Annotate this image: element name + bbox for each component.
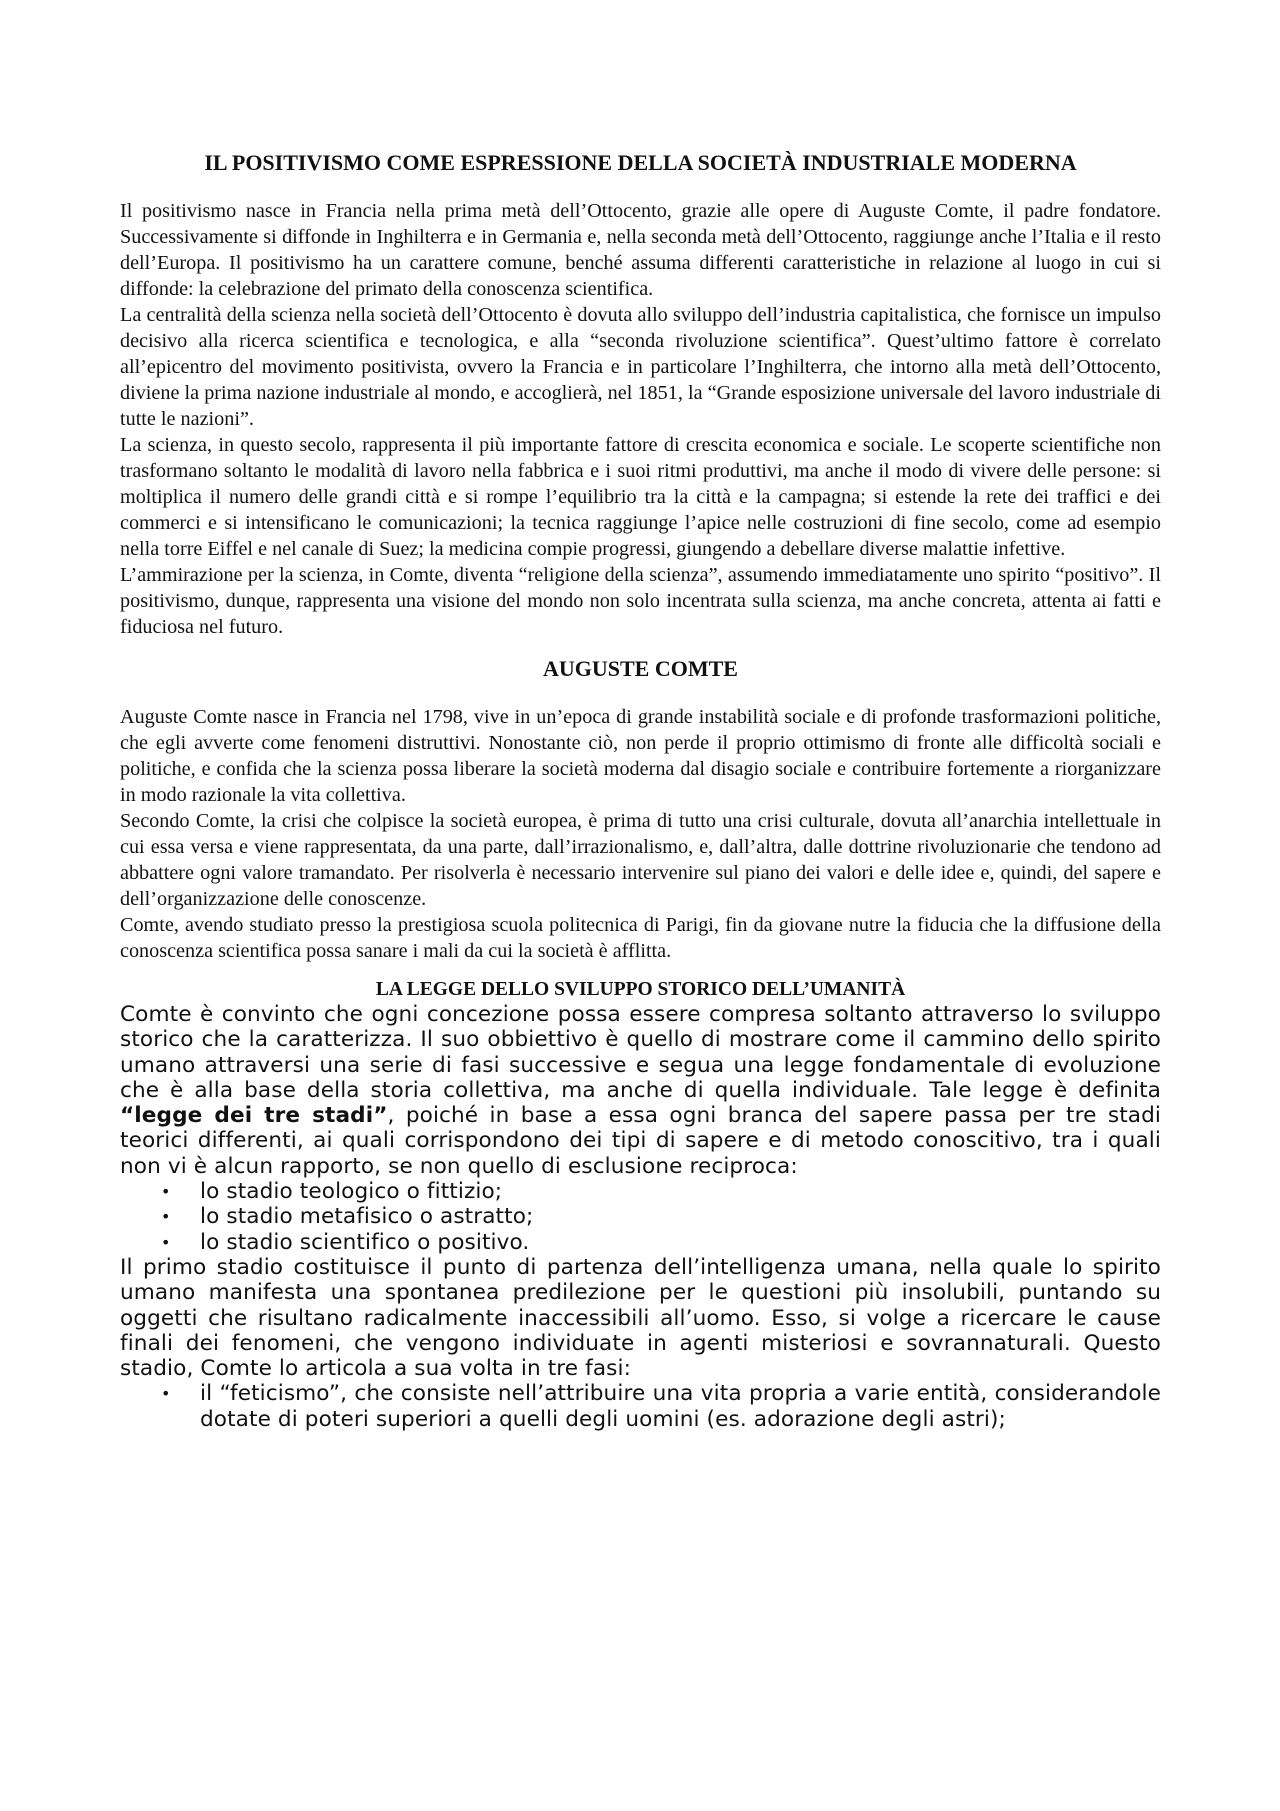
list-item [120, 1179, 1161, 1204]
bullet-icon: • [161, 1182, 171, 1202]
legge-paragraph-1-start: Comte è convinto che ogni concezione possa essere compresa soltanto attraverso lo sviluppo storico che la caratterizza. Il suo obbiettivo è quello di mostrare come il cammino dello spirito umano attraversi una serie di fasi successive e segua una legge fondamentale di evoluzione che è alla base della storia collettiva, ma anche di quella individuale. Tale legge è definita [120, 1002, 1161, 1103]
bullet-icon: • [161, 1232, 171, 1252]
list-item [120, 1204, 1161, 1229]
stage-text: lo stadio scientifico o positivo. [200, 1229, 530, 1255]
phases-list [120, 1381, 1161, 1432]
intro-paragraph-3: La scienza, in questo secolo, rappresenta il più importante fattore di crescita economica e sociale. Le scoperte scientifiche non trasformano soltanto le modalità di lavoro nella fabbrica e i suoi ritmi produttivi, ma anche il modo di vivere delle persone: si moltiplica il numero delle grandi città e si rompe l’equilibrio tra la città e la campagna; si estende la rete dei traffici e dei commerci e si intensificano le comunicazioni; la tecnica raggiunge l’apice nelle costruzioni di fine secolo, come ad esempio nella torre Eiffel e nel canale di Suez; la medicina compie progressi, giungendo a debellare diverse malattie infettive. [120, 434, 1161, 560]
legge-section [120, 1002, 1161, 1432]
intro-section [120, 198, 1161, 640]
bullet-icon: • [161, 1207, 171, 1227]
intro-paragraph-2: La centralità della scienza nella società dell’Ottocento è dovuta allo sviluppo dell’industria capitalistica, che fornisce un impulso decisivo alla ricerca scientifica e tecnologica, e alla “seconda rivoluzione scientifica”. Quest’ultimo fattore è correlato all’epicentro del movimento positivista, ovvero la Francia e in particolare l’Inghilterra, che intorno alla metà dell’Ottocento, diviene la prima nazione industriale al mondo, e accoglierà, nel 1851, la “Grande esposizione universale del lavoro industriale di tutte le nazioni”. [120, 304, 1161, 430]
stages-list [120, 1179, 1161, 1255]
intro-paragraph-1: Il positivismo nasce in Francia nella prima metà dell’Ottocento, grazie alle opere di Auguste Comte, il padre fondatore. Successivamente si diffonde in Inghilterra e in Germania e, nella seconda metà dell’Ottocento, raggiunge anche l’Italia e il resto dell’Europa. Il positivismo ha un carattere comune, benché assuma differenti caratteristiche in relazione al luogo in cui si diffonde: la celebrazione del primato della conoscenza scientifica. [120, 200, 1161, 300]
stage-text: lo stadio teologico o fittizio; [200, 1179, 503, 1205]
phase-text: il “feticismo”, che consiste nell’attribuire una vita propria a varie entità, considerandole dotate di poteri superiori a quelli degli uomini (es. adorazione degli astri); [200, 1381, 1161, 1432]
section-heading-legge: LA LEGGE DELLO SVILUPPO STORICO DELL’UMANITÀ [375, 979, 906, 1000]
section-heading-comte: AUGUSTE COMTE [543, 656, 738, 681]
comte-paragraph-3: Comte, avendo studiato presso la prestigiosa scuola politecnica di Parigi, fin da giovane nutre la fiducia che la diffusione della conoscenza scientifica possa sanare i mali da cui la società è afflitta. [120, 914, 1161, 962]
intro-paragraph-4: L’ammirazione per la scienza, in Comte, diventa “religione della scienza”, assumendo immediatamente uno spirito “positivo”. Il positivismo, dunque, rappresenta una visione del mondo non solo incentrata sulla scienza, ma anche concreta, attenta ai fatti e fiduciosa nel futuro. [120, 564, 1161, 638]
document-title: IL POSITIVISMO COME ESPRESSIONE DELLA SOCIETÀ INDUSTRIALE MODERNA [204, 150, 1077, 175]
list-item [120, 1381, 1161, 1432]
document-page [120, 150, 1161, 1432]
comte-paragraph-1: Auguste Comte nasce in Francia nel 1798, vive in un’epoca di grande instabilità sociale e di profonde trasformazioni politiche, che egli avverte come fenomeni distruttivi. Nonostante ciò, non perde il proprio ottimismo di fronte alle difficoltà sociali e politiche, e confida che la scienza possa liberare la società moderna dal disagio sociale e contribuire fortemente a riorganizzare in modo razionale la vita collettiva. [120, 706, 1161, 806]
list-item [120, 1230, 1161, 1255]
legge-tre-stadi-term: “legge dei tre stadi” [120, 1103, 388, 1129]
comte-paragraph-2: Secondo Comte, la crisi che colpisce la società europea, è prima di tutto una crisi culturale, dovuta all’anarchia intellettuale in cui essa versa e viene rappresentata, da una parte, dall’irrazionalismo, e, dall’altra, dalle dottrine rivoluzionarie che tendono ad abbattere ogni valore tramandato. Per risolverla è necessario intervenire sul piano dei valori e delle idee e, quindi, del sapere e dell’organizzazione delle conoscenze. [120, 810, 1161, 910]
bullet-icon: • [161, 1384, 171, 1404]
stage-text: lo stadio metafisico o astratto; [200, 1204, 534, 1230]
legge-paragraph-1-end: , poiché in base a essa ogni branca del sapere passa per tre stadi teorici differenti, ai quali corrispondono dei tipi di sapere e di metodo conoscitivo, tra i quali non vi è alcun rapporto, se non quello di esclusione reciproca: [120, 1103, 1162, 1179]
comte-section [120, 704, 1161, 964]
legge-paragraph-2: Il primo stadio costituisce il punto di partenza dell’intelligenza umana, nella quale lo spirito umano manifesta una spontanea predilezione per le questioni più insolubili, puntando su oggetti che risultano radicalmente inaccessibili all’uomo. Esso, si volge a ricercare le cause finali dei fenomeni, che vengono individuate in agenti misteriosi e sovrannaturali. Questo stadio, Comte lo articola a sua volta in tre fasi: [120, 1254, 1161, 1382]
legge-paragraph-1 [120, 1002, 1161, 1179]
